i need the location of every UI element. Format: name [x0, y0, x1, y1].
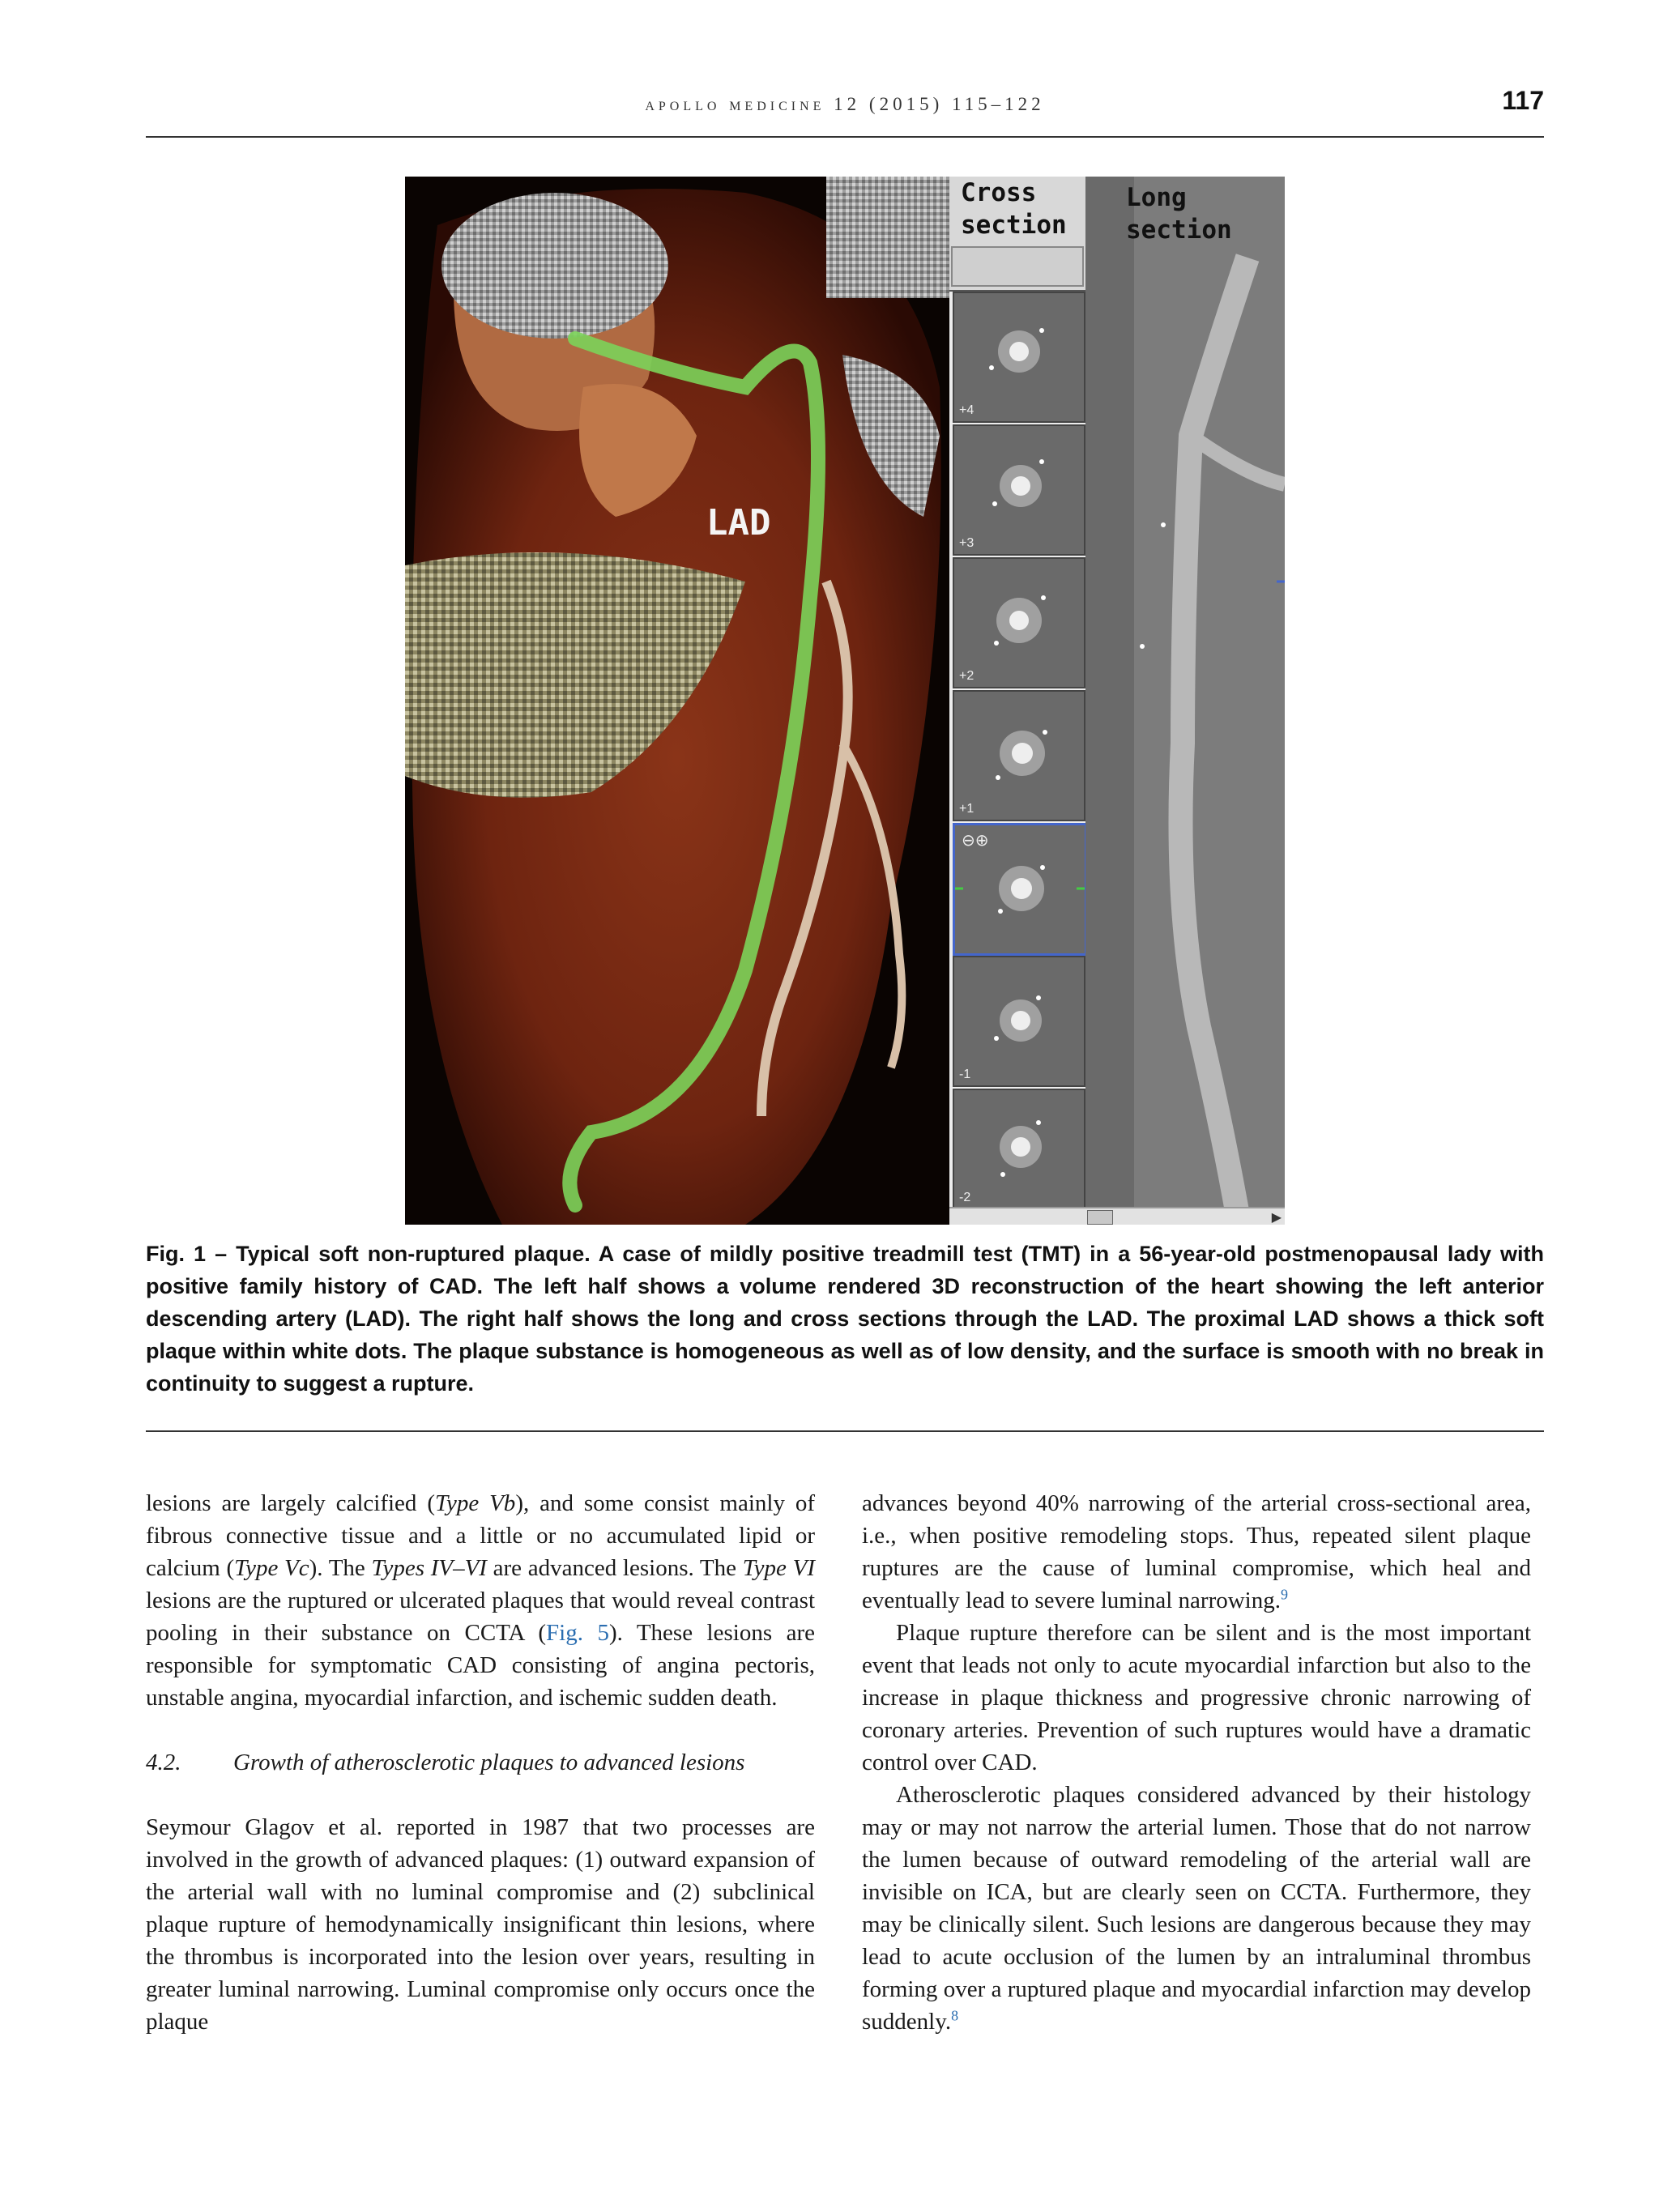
cross-section-slice: [953, 690, 1085, 821]
left-column: [146, 1487, 815, 2038]
paragraph: Plaque rupture therefore can be silent and is the most important event that leads not only to acute myocardial infarction but also to the increase in plaque thickness and progressive chronic narrowing of coronary arteries. Prevention of such ruptures would have a dramatic control over CAD.: [862, 1620, 1531, 1775]
right-column: [862, 1487, 1531, 2038]
figure-5-link[interactable]: Fig. 5: [546, 1620, 609, 1646]
scroll-thumb[interactable]: [1087, 1210, 1113, 1225]
lad-label: LAD: [706, 502, 771, 543]
slice-scrollbar[interactable]: [949, 1207, 1285, 1225]
reference-8-link[interactable]: 8: [951, 2007, 959, 2024]
slice-label: -2: [959, 1191, 971, 1204]
paragraph: lesions are largely calcified (Type Vb), and some consist mainly of fibrous connective tissue and a little or no accumulated lipid or calcium (Type Vc). The Types IV–VI are advanced lesions. The Type VI lesions are the ruptured or ulcerated plaques that would reveal contrast pooling in their substance on CCTA (Fig. 5). These lesions are responsible for symptomatic CAD consisting of angina pectoris, unstable angina, myocardial infarction, and ischemic sudden death.: [146, 1490, 816, 1711]
cross-section-panel: [949, 177, 1085, 1225]
page-number: 117: [1502, 86, 1544, 115]
journal-citation: apollo medicine 12 (2015) 115–122: [645, 94, 1045, 114]
cross-section-slice-selected: [953, 823, 1087, 956]
scroll-right-arrow-icon[interactable]: ▶: [1271, 1209, 1282, 1225]
slice-label: +3: [959, 536, 975, 550]
slice-label: +2: [959, 669, 975, 683]
slice-label: -1: [959, 1068, 971, 1081]
slice-label: +4: [959, 403, 975, 417]
cross-section-slice: [953, 292, 1085, 423]
volume-rendered-heart-image: [405, 177, 949, 1225]
cross-section-slice: [953, 956, 1085, 1087]
figure-1: [405, 177, 1285, 1225]
section-heading: [146, 1746, 815, 1779]
long-section-panel: [1085, 177, 1285, 1225]
paragraph: Atherosclerotic plaques considered advanced by their histology may or may not narrow the arterial lumen. Those that do not narrow the lumen because of outward remodeling of the arterial wall are invisible on ICA, but are clearly seen on CCTA. Furthermore, they may be clinically silent. Such lesions are dangerous because they may lead to acute occlusion of the lumen by an intraluminal thrombus forming over a ruptured plaque and myocardial infarction may develop suddenly.$^8$: [862, 1782, 1531, 2035]
section-title: Growth of atherosclerotic plaques to advanced lesions: [233, 1750, 745, 1775]
cross-section-slice: [953, 424, 1085, 556]
cross-section-slice: [953, 557, 1085, 688]
paragraph: Seymour Glagov et al. reported in 1987 that two processes are involved in the growth of advanced plaques: (1) outward expansion of the arterial wall with no luminal compromise and (2) subclinical plaque rupture of hemodynamically insignificant thin lesions, where the thrombus is incorporated into the lesion over years, resulting in greater luminal narrowing. Luminal compromise only occurs once the plaque: [146, 1814, 815, 2035]
reference-9-link[interactable]: 9: [1281, 1586, 1288, 1603]
paragraph: advances beyond 40% narrowing of the arterial cross-sectional area, i.e., when positive remodeling stops. Thus, repeated silent plaque ruptures are the cause of luminal compromise, which heal and eventually lead to severe luminal narrowing.$^9$: [862, 1490, 1531, 1613]
cross-section-header: [949, 177, 1085, 292]
cross-section-label: Cross section: [961, 178, 1067, 240]
slice-label: +1: [959, 802, 975, 816]
zoom-out-in-icon[interactable]: ⊖⊕: [962, 830, 989, 850]
running-head: [146, 86, 1544, 138]
caption-divider: [146, 1430, 1544, 1432]
long-section-header: [1085, 177, 1285, 254]
figure-caption: Fig. 1 – Typical soft non-ruptured plaque. A case of mildly positive treadmill test (TMT) in a 56-year-old postmenopausal lady with positive family history of CAD. The left half shows a volume rendered 3D reconstruction of the heart showing the left anterior descending artery (LAD). The right half shows the long and cross sections through the LAD. The proximal LAD shows a thick soft plaque within white dots. The plaque substance is homogeneous as well as of low density, and the surface is smooth with no break in continuity to suggest a rupture.: [146, 1242, 1544, 1396]
cross-section-slice: [953, 1089, 1085, 1210]
long-section-label: Long section: [1126, 183, 1232, 245]
section-number: 4.2.: [146, 1750, 181, 1775]
